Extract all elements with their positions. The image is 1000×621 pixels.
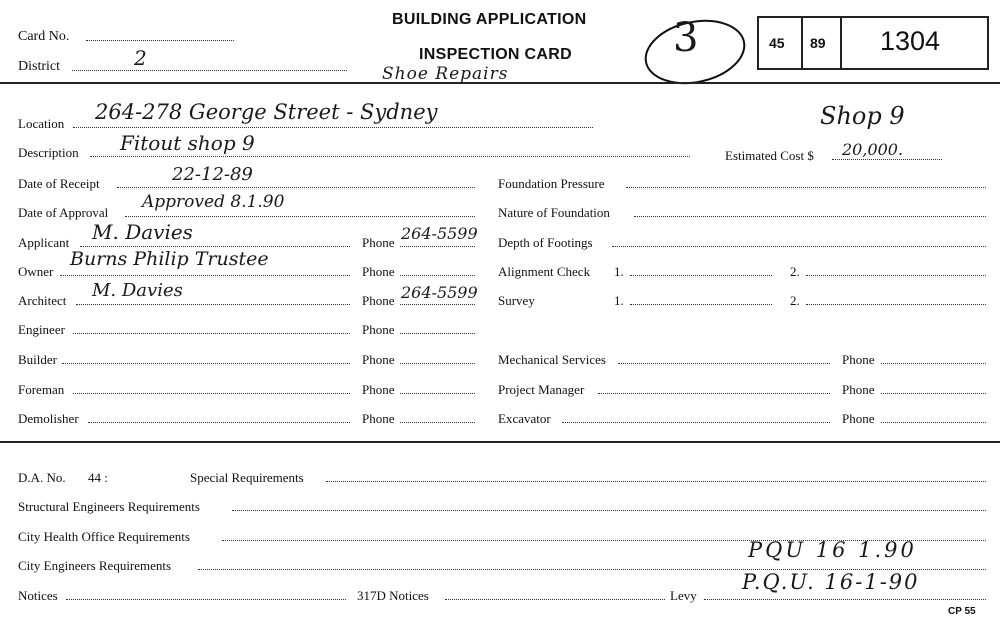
alignment-one-label: 1. xyxy=(614,264,624,279)
health-label: City Health Office Requirements xyxy=(18,529,190,544)
architect-field xyxy=(76,304,350,305)
owner-phone-field xyxy=(400,275,475,276)
project-manager-field xyxy=(598,393,830,394)
subtitle-handwritten: Shoe Repairs xyxy=(382,64,509,84)
excavator-field xyxy=(562,422,830,423)
levy-field xyxy=(704,599,986,600)
levy-value: P.Q.U. 16-1-90 xyxy=(742,570,920,594)
excavator-phone-field xyxy=(881,422,986,423)
structural-field xyxy=(232,510,986,511)
alignment-check-label: Alignment Check xyxy=(498,264,591,279)
form-code: CP 55 xyxy=(948,606,976,617)
survey-two-label: 2. xyxy=(790,293,800,308)
card-no-field xyxy=(86,40,234,41)
survey-one-label: 1. xyxy=(614,293,624,308)
depth-footings-field xyxy=(612,246,986,247)
date-receipt-field xyxy=(117,187,475,188)
depth-footings-label: Depth of Footings xyxy=(498,235,593,250)
notices-field xyxy=(66,599,346,600)
applicant-phone-field xyxy=(400,246,475,247)
owner-value: Burns Philip Trustee xyxy=(70,248,269,270)
phone-label: Phone xyxy=(362,352,395,367)
applicant-label: Applicant xyxy=(18,235,70,250)
city-eng-value: PQU 16 1.90 xyxy=(748,538,917,562)
architect-phone: 264-5599 xyxy=(401,283,478,302)
engineer-label: Engineer xyxy=(18,322,65,337)
mechanical-phone-field xyxy=(881,363,986,364)
structural-label: Structural Engineers Requirements xyxy=(18,499,200,514)
da-value: 44 : xyxy=(88,470,108,485)
title-line-2: INSPECTION CARD xyxy=(419,46,572,63)
builder-phone-field xyxy=(400,363,475,364)
date-receipt-label: Date of Receipt xyxy=(18,176,100,191)
box-b: 89 xyxy=(810,35,826,51)
box-divider xyxy=(801,18,803,68)
card-no-label: Card No. xyxy=(18,29,70,44)
demolisher-phone-field xyxy=(400,422,475,423)
location-value: 264-278 George Street - Sydney xyxy=(95,100,438,124)
architect-phone-field xyxy=(400,304,475,305)
nature-foundation-field xyxy=(634,216,986,217)
phone-label: Phone xyxy=(362,235,395,250)
city-eng-label: City Engineers Requirements xyxy=(18,558,172,573)
mechanical-field xyxy=(618,363,830,364)
district-field xyxy=(72,70,347,71)
alignment-one-field xyxy=(630,275,772,276)
notices-317d-field xyxy=(445,599,665,600)
district-label: District xyxy=(18,59,60,74)
mechanical-label: Mechanical Services xyxy=(498,352,606,367)
phone-label: Phone xyxy=(362,293,395,308)
builder-field xyxy=(62,363,350,364)
phone-label: Phone xyxy=(362,411,395,426)
phone-label: Phone xyxy=(842,382,875,397)
foreman-phone-field xyxy=(400,393,475,394)
da-label: D.A. No. xyxy=(18,470,66,485)
foundation-pressure-field xyxy=(626,187,986,188)
date-approval-label: Date of Approval xyxy=(18,205,109,220)
demolisher-label: Demolisher xyxy=(18,411,79,426)
estimated-cost-label: Estimated Cost $ xyxy=(725,148,814,163)
estimated-cost-value: 20,000. xyxy=(842,140,904,159)
title-line-1: BUILDING APPLICATION xyxy=(392,11,587,28)
survey-label: Survey xyxy=(498,293,535,308)
foreman-label: Foreman xyxy=(18,382,65,397)
owner-field xyxy=(60,275,350,276)
demolisher-field xyxy=(88,422,350,423)
survey-one-field xyxy=(630,304,772,305)
notices-317d-label: 317D Notices xyxy=(357,588,429,603)
header-rule xyxy=(0,82,1000,84)
applicant-field xyxy=(80,246,350,247)
estimated-cost-field xyxy=(832,159,942,160)
description-field xyxy=(90,156,690,157)
section-rule xyxy=(0,441,1000,443)
phone-label: Phone xyxy=(842,411,875,426)
location-field xyxy=(73,127,593,128)
project-manager-phone-field xyxy=(881,393,986,394)
description-value: Fitout shop 9 xyxy=(120,131,255,155)
excavator-label: Excavator xyxy=(498,411,551,426)
builder-label: Builder xyxy=(18,352,57,367)
location-label: Location xyxy=(18,116,65,131)
special-label: Special Requirements xyxy=(190,470,304,485)
card-number-box xyxy=(757,16,989,70)
project-manager-label: Project Manager xyxy=(498,382,585,397)
district-value: 2 xyxy=(134,46,147,70)
circled-number: 3 xyxy=(673,15,699,61)
box-divider xyxy=(840,18,842,68)
phone-label: Phone xyxy=(362,382,395,397)
foundation-pressure-label: Foundation Pressure xyxy=(498,176,605,191)
box-number: 1304 xyxy=(880,26,941,56)
description-label: Description xyxy=(18,145,79,160)
foreman-field xyxy=(73,393,350,394)
special-field xyxy=(326,481,986,482)
phone-label: Phone xyxy=(842,352,875,367)
phone-label: Phone xyxy=(362,322,395,337)
nature-foundation-label: Nature of Foundation xyxy=(498,205,610,220)
survey-two-field xyxy=(806,304,986,305)
owner-label: Owner xyxy=(18,264,54,279)
architect-label: Architect xyxy=(18,293,67,308)
engineer-field xyxy=(73,333,350,334)
applicant-value: M. Davies xyxy=(92,220,193,244)
alignment-two-label: 2. xyxy=(790,264,800,279)
engineer-phone-field xyxy=(400,333,475,334)
applicant-phone: 264-5599 xyxy=(401,224,478,243)
levy-label: Levy xyxy=(670,588,697,603)
box-a: 45 xyxy=(769,35,785,51)
notices-label: Notices xyxy=(18,588,58,603)
date-receipt-value: 22-12-89 xyxy=(172,164,253,185)
phone-label: Phone xyxy=(362,264,395,279)
date-approval-field xyxy=(125,216,475,217)
date-approval-value: Approved 8.1.90 xyxy=(142,192,285,212)
shop-note: Shop 9 xyxy=(820,102,905,130)
alignment-two-field xyxy=(806,275,986,276)
architect-value: M. Davies xyxy=(92,280,183,301)
